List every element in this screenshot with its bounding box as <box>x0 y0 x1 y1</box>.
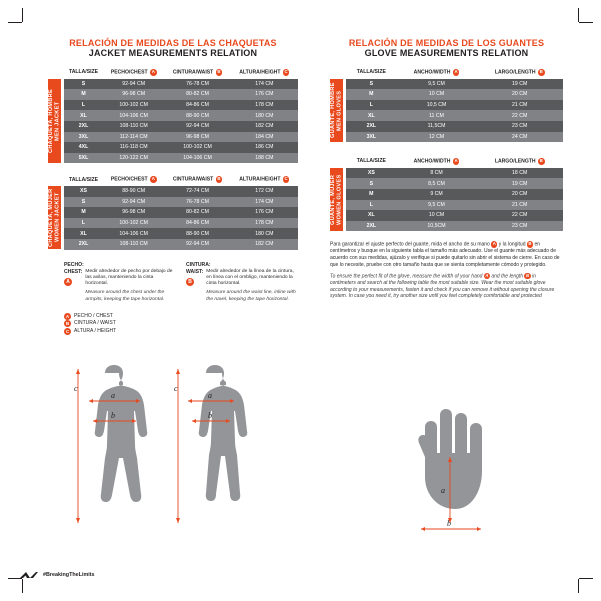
glove-label-b: b <box>447 519 451 528</box>
table-cell: 2XL <box>346 221 397 232</box>
table-cell: 20 CM <box>476 89 563 100</box>
table-cell: 80-82 CM <box>164 89 230 100</box>
table-cell: 92-94 CM <box>164 121 230 132</box>
table-cell: 18 CM <box>476 168 563 179</box>
men-glove-table-wrap <box>330 67 563 142</box>
table-cell: 5XL <box>64 153 103 164</box>
header-badge-a: A <box>454 158 458 164</box>
table-cell: 76-78 CM <box>164 79 230 90</box>
chest-note-label-es: PECHO: <box>64 261 84 268</box>
col-header: ALTURA/HEIGHT C <box>239 69 288 76</box>
legend-item <box>64 320 298 328</box>
table-row <box>346 121 563 132</box>
table-cell: 108-110 CM <box>103 121 164 132</box>
table-cell: 104-106 CM <box>103 110 164 121</box>
table-cell: 9,5 CM <box>397 79 477 90</box>
table-cell: 100-102 CM <box>103 218 164 229</box>
table-cell: 24 CM <box>476 132 563 143</box>
table-cell: 23 CM <box>476 221 563 232</box>
glove-section <box>330 38 563 300</box>
man-figure <box>95 365 148 502</box>
col-header: TALLA/SIZE <box>68 176 99 183</box>
table-cell: S <box>346 178 397 189</box>
glove-title-es: RELACIÓN DE MEDIDAS DE LOS GUANTES <box>348 38 545 48</box>
table-cell: 182 CM <box>231 121 298 132</box>
col-header: CINTURA/WAIST B <box>172 176 221 183</box>
table-cell: 80-82 CM <box>164 207 230 218</box>
glove-note-es: Para garantizar el ajuste perfecto del guante, mida el ancho de su mano A y la longitud B en centímetros y busque en la siguiente tabla el tamaño más adecuado. Use el guante más adecuado de acuerdo con sus medidas, ajúzalo y verifique si puede quitarlo sin abrir el sistema de cierre. En caso de que lo necesite, pruebe con otro tamaño hasta que se sienta completamente cómodo y protegido. <box>330 241 560 268</box>
table-row <box>64 186 298 197</box>
table-row <box>64 142 298 153</box>
legend-badge-c: C <box>65 328 70 334</box>
women-jacket-vertical-label: CHAQUETA, MUJER WOMEN JACKET <box>48 186 61 249</box>
table-cell: 2XL <box>64 121 103 132</box>
table-cell: 19 CM <box>476 79 563 90</box>
inline-badge-a: A <box>485 273 489 279</box>
col-header: TALLA/SIZE <box>356 69 386 76</box>
glove-figure-svg <box>395 405 505 540</box>
table-cell: XL <box>346 210 397 221</box>
body-figures-svg <box>48 365 298 550</box>
table-cell: M <box>346 189 397 200</box>
header-badge-b: B <box>539 158 543 164</box>
table-cell: 92-94 CM <box>164 239 230 250</box>
men-glove-vertical-label: GUANTE, HOMBRE MEN GLOVES <box>330 79 343 142</box>
glove-figure <box>395 405 505 540</box>
header-badge-b: B <box>217 176 221 182</box>
crop-mark-tr-v <box>578 8 579 22</box>
glove-note-en: To ensure the perfect fit of the glove, measure the width of your hand A and the length B in centimeters and search at the following table the most suitable size. Wear the most suitable glove according to your measurements, fasten it and check if you can remove it without opening the closure system. In case you need it, try another size until you feel completely comfortable and protected <box>330 273 555 300</box>
table-cell: 22 CM <box>476 110 563 121</box>
table-cell: 88-90 CM <box>164 110 230 121</box>
legend-label: ALTURA / HEIGHT <box>74 327 117 334</box>
table-row <box>64 79 298 90</box>
table-cell: 21 CM <box>476 200 563 211</box>
table-cell: 180 CM <box>231 228 298 239</box>
table-row <box>64 132 298 143</box>
table-cell: 188 CM <box>231 153 298 164</box>
table-cell: 186 CM <box>231 142 298 153</box>
table-cell: S <box>64 79 103 90</box>
table-row <box>64 218 298 229</box>
chest-note-text-en: Measure around the chest under the armpits, keeping the tape horizontal. <box>85 290 165 302</box>
table-row <box>346 178 563 189</box>
men-jacket-vertical-label: CHAQUETA, HOMBRE MEN JACKET <box>48 79 61 163</box>
table-cell: 11,5CM <box>397 121 477 132</box>
table-cell: 172 CM <box>231 186 298 197</box>
table-cell: 88-90 CM <box>103 186 164 197</box>
col-header: PECHO/CHEST A <box>110 176 155 183</box>
table-cell: XL <box>64 228 103 239</box>
header-badge-b: B <box>217 69 221 74</box>
legend-item <box>64 328 298 336</box>
header-badge-b: B <box>539 69 543 74</box>
table-cell: 100-102 CM <box>164 142 230 153</box>
men-jacket-table <box>64 67 298 163</box>
table-cell: S <box>64 197 103 208</box>
table-row <box>64 228 298 239</box>
measure-notes <box>48 262 298 303</box>
table-cell: 116-118 CM <box>103 142 164 153</box>
table-cell: 180 CM <box>231 110 298 121</box>
legend-item <box>64 313 298 321</box>
woman-label-c: c <box>174 384 178 393</box>
table-row <box>346 110 563 121</box>
jacket-title-en: JACKET MEASUREMENTS RELATION <box>88 48 258 58</box>
col-header: PECHO/CHEST A <box>110 69 155 76</box>
table-cell: 4XL <box>64 142 103 153</box>
women-glove-table-wrap <box>330 156 563 231</box>
inline-badge-b: B <box>528 241 532 247</box>
col-header: ANCHO/WIDTH A <box>413 69 458 76</box>
table-cell: 96-98 CM <box>103 207 164 218</box>
table-cell: M <box>64 89 103 100</box>
table-row <box>64 239 298 250</box>
table-cell: XS <box>346 168 397 179</box>
table-cell: L <box>64 218 103 229</box>
table-row <box>64 100 298 111</box>
table-row <box>346 168 563 179</box>
col-header: LARGO/LENGTH B <box>494 69 543 76</box>
table-cell: 84-86 CM <box>164 100 230 111</box>
table-row <box>346 210 563 221</box>
col-header: LARGO/LENGTH B <box>494 158 543 165</box>
jacket-section-title <box>48 38 298 58</box>
table-cell: 11 CM <box>397 110 477 121</box>
table-cell: M <box>64 207 103 218</box>
waist-badge-b: B <box>186 278 194 286</box>
table-cell: 2XL <box>346 121 397 132</box>
measurement-legend <box>48 313 298 336</box>
table-cell: 3XL <box>64 132 103 143</box>
table-cell: XL <box>64 110 103 121</box>
woman-label-b: b <box>208 411 212 420</box>
table-row <box>346 189 563 200</box>
table-row <box>346 132 563 143</box>
crop-mark-br-v <box>578 579 579 593</box>
table-cell: 88-90 CM <box>164 228 230 239</box>
women-glove-vertical-label: GUANTE, MUJER WOMEN GLOVES <box>330 168 343 231</box>
table-row <box>346 200 563 211</box>
legend-badge-a: A <box>65 313 70 319</box>
table-cell: 182 CM <box>231 239 298 250</box>
table-cell: 72-74 CM <box>164 186 230 197</box>
header-badge-a: A <box>151 176 155 182</box>
table-cell: 84-86 CM <box>164 218 230 229</box>
table-cell: 176 CM <box>231 207 298 218</box>
waist-note-text-es: Medir alrededor de la línea de la cintura, en línea con el ombligo, manteniendo la cinta horizontal. <box>206 268 294 287</box>
header-badge-a: A <box>151 69 155 74</box>
table-cell: XL <box>346 110 397 121</box>
table-cell: S <box>346 79 397 90</box>
table-cell: 3XL <box>346 132 397 143</box>
table-cell: 178 CM <box>231 100 298 111</box>
table-row <box>346 221 563 232</box>
jacket-section <box>48 38 298 335</box>
table-cell: 108-110 CM <box>103 239 164 250</box>
inline-badge-a: A <box>492 241 496 247</box>
col-header: TALLA/SIZE <box>68 69 99 76</box>
col-header: ALTURA/HEIGHT C <box>239 176 288 183</box>
table-cell: M <box>346 89 397 100</box>
table-cell: 104-106 CM <box>103 228 164 239</box>
table-row <box>64 110 298 121</box>
jacket-title-es: RELACIÓN DE MEDIDAS DE LAS CHAQUETAS <box>69 38 277 48</box>
table-cell: 92-94 CM <box>103 197 164 208</box>
table-cell: 104-106 CM <box>164 153 230 164</box>
header-badge-c: C <box>284 176 288 182</box>
legend-label: CINTURA / WAIST <box>74 320 116 327</box>
chest-note-label-en: CHEST: <box>64 268 83 275</box>
header-badge-a: A <box>454 69 458 74</box>
glove-label-a: a <box>441 486 445 495</box>
table-cell: 10,5 CM <box>397 100 477 111</box>
table-row <box>64 153 298 164</box>
man-label-b: b <box>111 411 115 420</box>
table-cell: 184 CM <box>231 132 298 143</box>
glove-title-en: GLOVE MEASUREMENTS RELATION <box>364 48 529 58</box>
col-header: ANCHO/WIDTH A <box>413 158 458 165</box>
table-cell: 176 CM <box>231 89 298 100</box>
table-cell: 174 CM <box>231 197 298 208</box>
table-cell: 178 CM <box>231 218 298 229</box>
table-row <box>64 197 298 208</box>
table-cell: 23 CM <box>476 121 563 132</box>
table-cell: 8 CM <box>397 168 477 179</box>
table-row <box>346 100 563 111</box>
body-figures <box>48 365 298 550</box>
table-cell: 10 CM <box>397 210 477 221</box>
table-cell: 21 CM <box>476 100 563 111</box>
footer-hashtag: #BreakingTheLimits <box>43 572 95 578</box>
header-badge-c: C <box>284 69 288 74</box>
legend-label: PECHO / CHEST <box>74 312 113 319</box>
table-cell: 120-122 CM <box>103 153 164 164</box>
men-jacket-table-wrap <box>48 67 298 163</box>
crop-mark-tl-v <box>22 8 23 22</box>
brand-logo-icon <box>20 571 38 579</box>
table-row <box>64 121 298 132</box>
col-header: CINTURA/WAIST B <box>172 69 221 76</box>
table-cell: 96-98 CM <box>103 89 164 100</box>
table-cell: 8,5 CM <box>397 178 477 189</box>
table-cell: 174 CM <box>231 79 298 90</box>
table-cell: 112-114 CM <box>103 132 164 143</box>
waist-note <box>186 262 298 303</box>
women-jacket-table-wrap <box>48 174 298 249</box>
table-cell: 9,5 CM <box>397 200 477 211</box>
table-cell: 100-102 CM <box>103 100 164 111</box>
men-glove-table <box>346 67 563 142</box>
footer <box>20 571 95 579</box>
table-cell: L <box>346 200 397 211</box>
chest-badge-a: A <box>64 278 72 286</box>
glove-section-title <box>330 38 563 58</box>
crop-mark-tr-h <box>579 22 593 23</box>
crop-mark-tl-h <box>8 22 22 23</box>
man-label-a: a <box>111 391 115 400</box>
table-cell: 12 CM <box>397 132 477 143</box>
table-cell: 19 CM <box>476 178 563 189</box>
waist-note-text-en: Measure around the waist line, inline with the navel, keeping the tape horizontal. <box>206 290 296 302</box>
crop-mark-bl-v <box>22 579 23 593</box>
crop-mark-br-h <box>579 578 593 579</box>
table-cell: 10 CM <box>397 89 477 100</box>
table-cell: 2XL <box>64 239 103 250</box>
table-cell: 20 CM <box>476 189 563 200</box>
table-cell: L <box>346 100 397 111</box>
women-glove-table <box>346 156 563 231</box>
glove-note <box>330 241 563 300</box>
woman-label-a: a <box>208 391 212 400</box>
legend-badge-b: B <box>65 321 70 327</box>
man-label-c: c <box>74 384 78 393</box>
table-cell: 10,5CM <box>397 221 477 232</box>
table-cell: 22 CM <box>476 210 563 221</box>
inline-badge-b: B <box>526 273 530 279</box>
table-cell: 9 CM <box>397 189 477 200</box>
table-row <box>64 89 298 100</box>
table-row <box>64 207 298 218</box>
table-cell: XS <box>64 186 103 197</box>
table-cell: 92-94 CM <box>103 79 164 90</box>
table-cell: 76-78 CM <box>164 197 230 208</box>
chest-note <box>64 262 176 303</box>
table-row <box>346 79 563 90</box>
col-header: TALLA/SIZE <box>356 158 386 165</box>
waist-note-label-es: CINTURA: <box>186 261 211 268</box>
table-cell: L <box>64 100 103 111</box>
waist-note-label-en: WAIST: <box>186 268 204 275</box>
table-row <box>346 89 563 100</box>
chest-note-text-es: Medir alrededor de pecho por debajo de las axilas, manteniendo la cinta horizontal. <box>85 268 173 287</box>
women-jacket-table <box>64 174 298 249</box>
woman-figure <box>199 365 248 501</box>
table-cell: 96-98 CM <box>164 132 230 143</box>
